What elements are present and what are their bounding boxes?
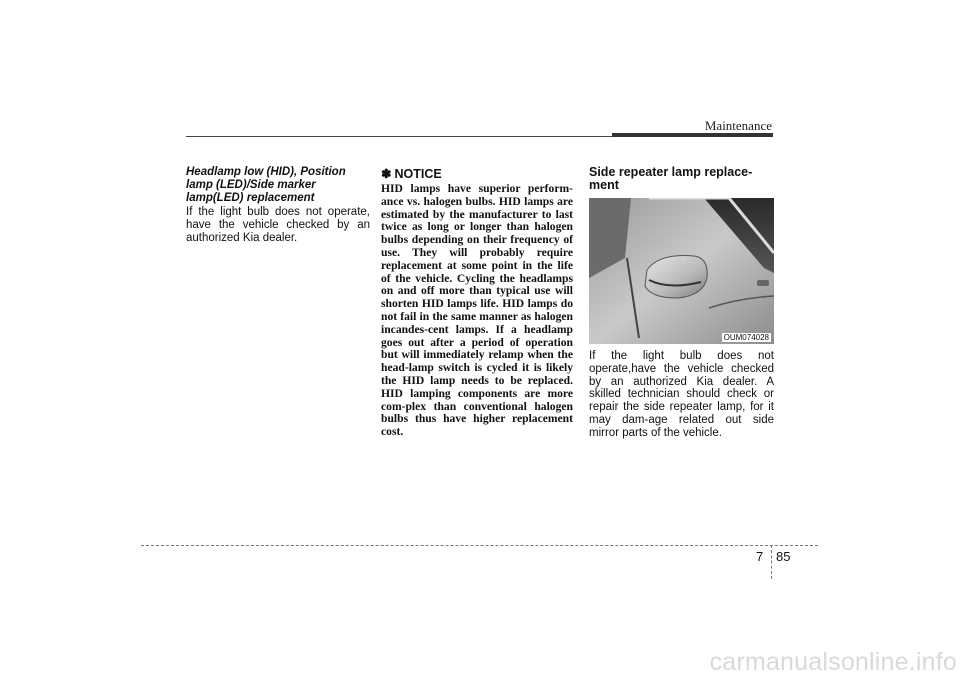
chapter-number: 7 [756, 549, 764, 564]
headlamp-subheading: Headlamp low (HID), Position lamp (LED)/Side marker lamp(LED) replacement [186, 166, 346, 204]
notice-box [381, 166, 573, 439]
column-right [589, 166, 774, 440]
headlamp-body: If the light bulb does not operate, have the vehicle checked by an authorized Kia dealer. [186, 206, 370, 244]
page-number: 85 [776, 549, 791, 564]
side-mirror-photo [589, 198, 774, 344]
footer-rule [141, 545, 818, 546]
photo-code: OUM074028 [723, 333, 769, 342]
side-repeater-heading: Side repeater lamp replace-ment [589, 165, 753, 192]
notice-title: NOTICE [394, 166, 442, 181]
header-rule [186, 136, 612, 137]
page-separator [771, 545, 772, 579]
notice-heading [381, 166, 573, 181]
side-repeater-body: If the light bulb does not operate,have the vehicle checked by an authorized Kia dealer. A skilled technician should check or repair the side repeater lamp, for it may dam-age related out side mirror parts of the vehicle. [589, 350, 774, 439]
watermark: carmanualsonline.info [709, 648, 957, 676]
header-rule-accent [612, 133, 773, 137]
notice-star-icon: ✽ [381, 167, 392, 181]
column-left [186, 166, 370, 244]
section-title: Maintenance [704, 118, 772, 133]
notice-body: HID lamps have superior perform-ance vs. halogen bulbs. HID lamps are estimated by the manufacturer to last twice as long or longer than halogen bulbs depending on their frequency of use. They will probably require replacement at some point in the life of the vehicle. Cycling the headlamps on and off more than typical use will shorten HID lamps life. HID lamps do not fail in the same manner as halogen incandes-cent lamps. If a headlamp goes out after a period of operation but will immediately relamp when the head-lamp switch is cycled it is likely the HID lamp needs to be replaced. HID lamping components are more com-plex than conventional halogen bulbs thus have higher replacement cost. [381, 182, 573, 439]
